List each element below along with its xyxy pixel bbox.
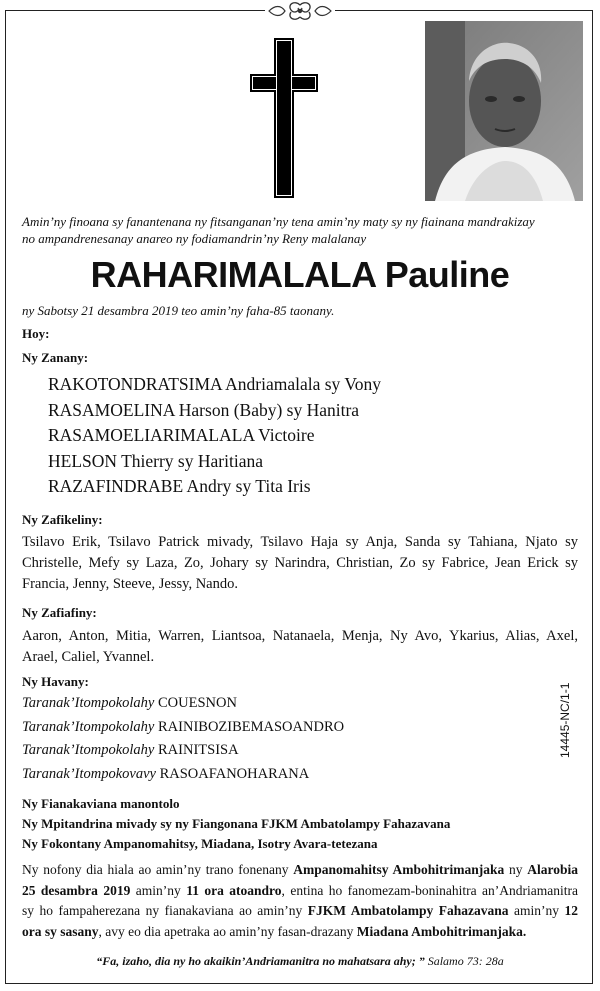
list-item bbox=[22, 763, 344, 787]
list-item: RAKOTONDRATSIMA Andriamalala sy Vony bbox=[48, 374, 381, 394]
text-line: Aaron, Anton, Mitia, Warren, Liantsoa, Natanaela, Menja, Ny Avo, Ykarius, Alias, Axel, bbox=[22, 628, 578, 644]
list-item: Ny Fianakaviana manontolo bbox=[22, 796, 180, 811]
text-line: Francia, Jenny, Steeve, Jessy, Nando. bbox=[22, 576, 238, 592]
text-line: Arael, Caliel, Yvannel. bbox=[22, 649, 155, 665]
relation: Taranak’Itompokolahy bbox=[22, 695, 155, 711]
list-item: RAZAFINDRABE Andry sy Tita Iris bbox=[48, 476, 311, 496]
portrait-photo bbox=[425, 21, 583, 201]
relation: Taranak’Itompokovavy bbox=[22, 765, 156, 782]
relatives-list bbox=[22, 692, 344, 786]
reference-code: 14445-NC/1-1 bbox=[558, 682, 572, 758]
intro-line: Amin’ny finoana sy fanantenana ny fitsanganan’ny tena amin’ny maty sy ny fiainana mandrakizay bbox=[22, 214, 535, 229]
list-item: HELSON Thierry sy Haritiana bbox=[48, 450, 263, 471]
intro-line: no ampandrenesanay anareo ny fodiamandrin’ny Reny malalanay bbox=[22, 231, 367, 246]
verse-quote: “Fa, izaho, dia ny ho akaikin’Andriamanitra no mahatsara ahy; ” bbox=[96, 954, 425, 968]
text-line: Ny nofony dia hiala ao amin’ny trano fonenany Ampanomahitsy Ambohitrimanjaka ny Alarobia bbox=[22, 862, 579, 877]
family-name: RAINITSISA bbox=[158, 742, 239, 758]
label-havany: Ny Havany: bbox=[22, 674, 89, 689]
list-item bbox=[22, 716, 344, 740]
great-grandchildren-text bbox=[22, 626, 578, 668]
grandchildren-text bbox=[22, 532, 578, 595]
text-line: sy ho fampaherezana ny fianakaviana ao amin’ny FJKM Ambatolampy Fahazavana amin’ny 12 bbox=[22, 903, 578, 918]
list-item: RASAMOELIARIMALALA Victoire bbox=[48, 425, 315, 445]
text-line: 25 desambra 2019 amin’ny 11 ora atoandro, entina ho fanomezam-boninahitra an’Andriamanitra bbox=[22, 882, 578, 898]
ornament-icon bbox=[265, 1, 335, 21]
deceased-name: RAHARIMALALA Pauline bbox=[90, 254, 510, 295]
intro-text bbox=[22, 213, 582, 247]
relation: Taranak’Itompokolahy bbox=[22, 718, 155, 735]
verse-reference: Salamo 73: 28a bbox=[424, 954, 504, 968]
family-name: RASOAFANOHARANA bbox=[159, 765, 310, 782]
groups-list bbox=[22, 794, 450, 854]
children-list bbox=[48, 372, 381, 500]
label-hoy: Hoy: bbox=[22, 326, 50, 341]
list-item: RASAMOELINA Harson (Baby) sy Hanitra bbox=[48, 399, 360, 420]
text-line: Tsilavo Erik, Tsilavo Patrick mivady, Tsilavo Haja sy Anja, Sanda sy Tahiana, Njato sy bbox=[22, 534, 578, 550]
label-zanany: Ny Zanany: bbox=[22, 350, 89, 365]
family-name: COUESNON bbox=[158, 695, 237, 711]
list-item: Ny Mpitandrina mivady sy ny Fiangonana FJKM Ambatolampy Fahazavana bbox=[22, 816, 451, 831]
label-zafiafiny: Ny Zafiafiny: bbox=[22, 605, 97, 620]
text-line: ora sy sasany, avy eo dia apetraka ao amin’ny fasan-drazany Miadana Ambohitrimanjaka. bbox=[22, 923, 527, 939]
family-name: RAINIBOZIBEMASOANDRO bbox=[158, 718, 345, 735]
cross-icon bbox=[250, 38, 318, 198]
funeral-details bbox=[22, 860, 578, 942]
relation: Taranak’Itompokolahy bbox=[22, 742, 155, 758]
text-line: Christelle, Mefy sy Laza, Zo, Johary sy Narindra, Christian, Zo sy Fabrice, Jean Erick sy bbox=[22, 555, 578, 571]
bible-verse bbox=[0, 954, 600, 969]
list-item bbox=[22, 692, 344, 716]
death-date: ny Sabotsy 21 desambra 2019 teo amin’ny faha-85 taonany. bbox=[22, 303, 335, 318]
list-item bbox=[22, 739, 344, 763]
label-zafikeliny: Ny Zafikeliny: bbox=[22, 512, 103, 527]
list-item: Ny Fokontany Ampanomahitsy, Miadana, Isotry Avara-tetezana bbox=[22, 836, 378, 851]
